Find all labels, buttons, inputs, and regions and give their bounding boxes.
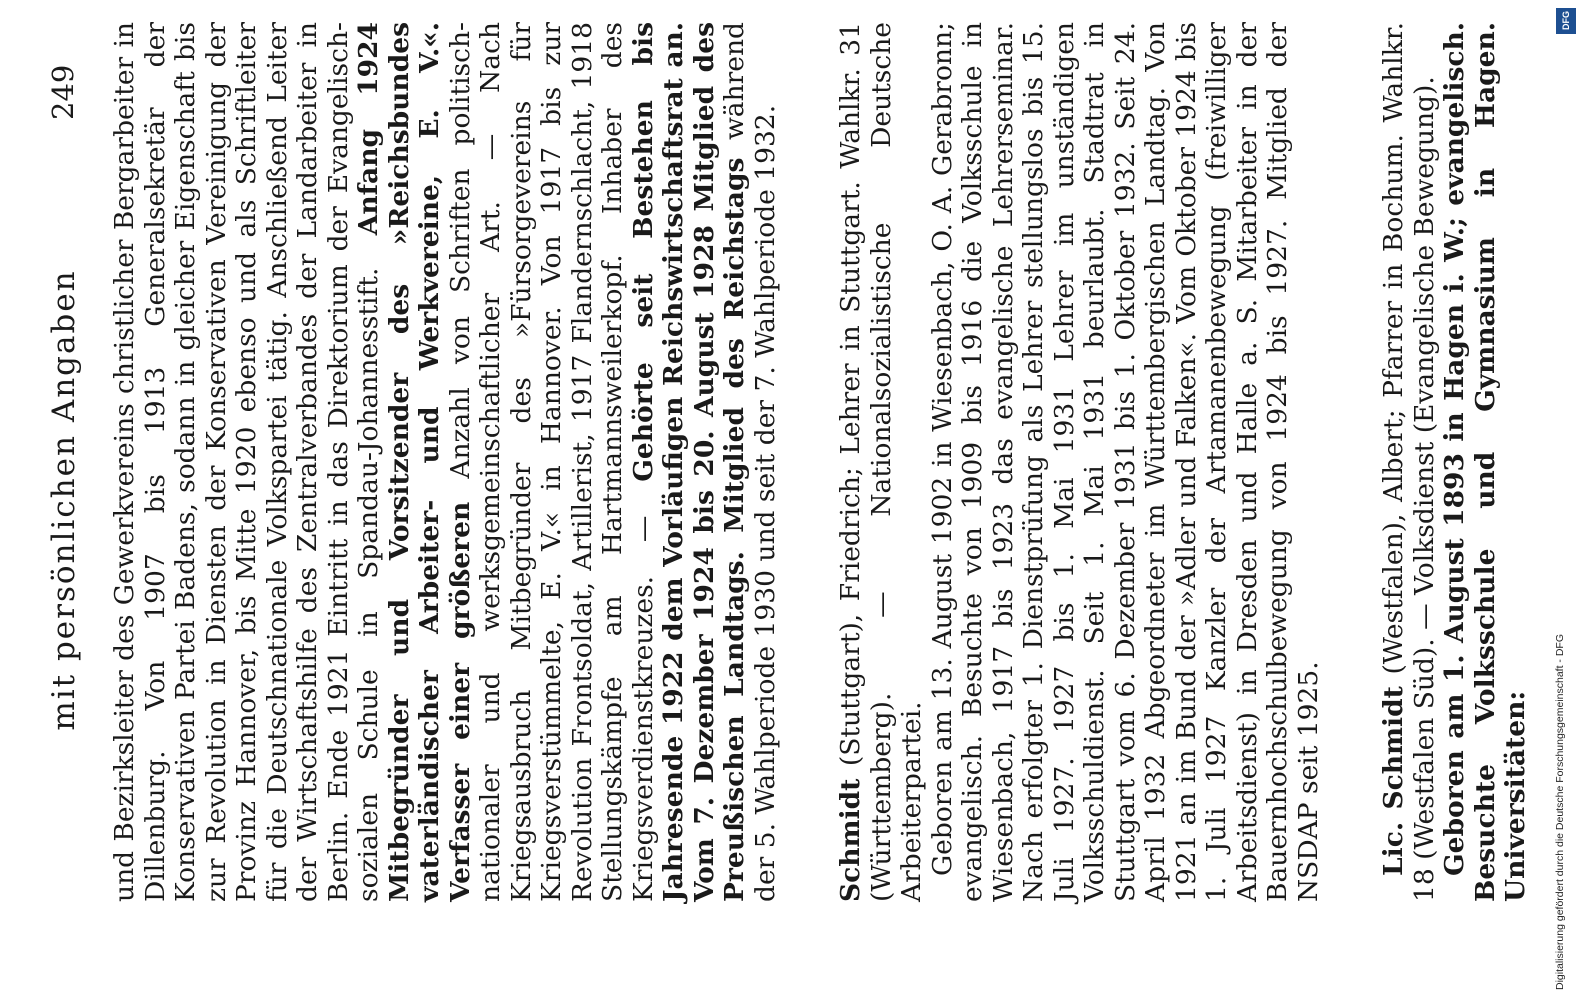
entry-header-rest: (Stuttgart), Friedrich; Lehrer in Stuttgart. Wahlkr. 31 (Württemberg). — Nationalsozialistische Deutsche Arbeiterpartei. — [835, 22, 927, 902]
continuation-text-3: während der 5. Wahlperiode 1930 und seit der 7. Wahlperiode 1932. — [719, 22, 781, 902]
running-head — [46, 0, 86, 1000]
book-page: mit persönlichen Angaben 249 und Bezirksleiter des Gewerkvereins christlicher Bergarbeiter in Dillenburg. Von 1907 bis 1913 Generalsekretär der Konservativen Partei Badens, sodann in gleicher Eigenschaft bis zur Revolution in Diensten der Konservativen Vereinigung der Provinz Hannover, bis Mitte 1920 ebenso und als Schriftleiter für die Deutschnationale Volkspartei tätig. Anschließend Leiter der Wirtschaftshilfe des Zentralverbandes der Landarbeiter in Berlin. Ende 1921 Eintritt in das Direktorium der Evangelisch-sozialen Schule in Spandau-Johannesstift. Anfang 1924 Mitbegründer und Vorsitzender des »Reichsbundes vaterländischer Arbeiter- und Werkvereine, E. V.«. Verfasser einer größeren Anzahl von Schriften politisch-nationaler und werksgemeinschaftlicher Art. — Nach Kriegsausbruch Mitbegründer des »Fürsorgevereins für Kriegsverstümmelte, E. V.« in Hannover. Von 1917 bis zur Revolution Frontsoldat, Artillerist, 1917 Flandernschlacht, 1918 Stellungskämpfe am Hartmannsweilerkopf. Inhaber des Kriegsverdienstkreuzes. — Gehörte seit Bestehen bis Jahresende 1922 dem Vorläufigen Reichswirtschaftsrat an. Vom 7. Dezember 1924 bis 20. August 1928 Mitglied des Preußischen Landtags. Mitglied des Reichstags während der 5. Wahlperiode 1930 und seit der 7. Wahlperiode 1932. Schmidt (Stuttgart), Friedrich; Lehrer in Stuttgart. Wahlkr. 31 (Württemberg). — Nationalsozialistische Deutsche Arbeiterpartei. Geboren am 13. August 1902 in Wiesenbach, O. A. Gerabronn; evangelisch. Besuchte von 1909 bis 1916 die Volksschule in Wiesenbach, 1917 bis 1923 das evangelische Lehrerseminar. Nach erfolgter 1. Dienstprüfung als Lehrer stellungslos bis 15. Juli 1927. 1927 bis 1. Mai 1931 Lehrer im unständigen Volksschuldienst. Seit 1. Mai 1931 beurlaubt. Stadtrat in Stuttgart vom 6. Dezember 1931 bis 1. Oktober 1932. Seit 24. April 1932 Abgeordneter im Württembergischen Landtag. Von 1921 an im Bund der »Adler und Falken«. Vom Oktober 1924 bis 1. Juli 1927 Kanzler der Artamanenbewegung (freiwilliger Arbeitsdienst) in Dresden und Halle a. S. Mitarbeiter in der Bauernhochschulbewegung von 1924 bis 1927. Mitglied der NSDAP seit 1925. Lic. Schmidt (Westfalen), Albert; Pfarrer in Bochum. Wahlkr. 18 (Westfalen Süd). — Volksdienst (Evangelische Bewegung). Geboren am 1. August 1893 in Hagen i. W.; evangelisch. Besuchte Volksschule und Gymnasium in Hagen. Universitäten: — [0, 0, 1586, 1000]
entry-name: Schmidt — [835, 778, 866, 902]
biography-entry-schmidt-westfalen — [1379, 22, 1532, 902]
running-title: mit persönlichen Angaben — [46, 269, 82, 731]
entry-header — [1379, 22, 1440, 902]
continuation-bold-2: Gehörte seit Bestehen bis Jahresende 1922 dem Vorläufigen Reichswirtschaftsrat an. Vom 7. Dezember 1924 bis 20. August 1928 Mitglied des Preußischen Landtags. Mitglied des Reichstags — [627, 22, 750, 902]
continuation-text-1: und Bezirksleiter des Gewerkvereins christlicher Bergarbeiter in Dillenburg. Von 1907 bis 1913 Generalsekretär der Konservativen Partei Badens, sodann in gleicher Eigenschaft bis zur Revolution in Diensten der Konservativen Vereinigung der Provinz Hannover, bis Mitte 1920 ebenso und als Schriftleiter für die Deutschnationale Volkspartei tätig. Anschließend Leiter der Wirtschaftshilfe des Zentralverbandes der Landarbeiter in Berlin. Ende 1921 Eintritt in das Direktorium der Evangelisch-sozialen Schule in Spandau-Johannesstift. — [109, 22, 384, 902]
entry-header-rest: (Westfalen), Albert; Pfarrer in Bochum. Wahlkr. 18 (Westfalen Süd). — Volksdienst (Evangelische Bewegung). — [1378, 22, 1440, 902]
entry-header — [836, 22, 928, 902]
entry-body: Geboren am 1. August 1893 in Hagen i. W.; evangelisch. Besuchte Volksschule und Gymnasium in Hagen. Universitäten: — [1439, 22, 1531, 902]
continuation-text-2: Anzahl von Schriften politisch-nationaler und werksgemeinschaftlicher Art. — Nach Kriegsausbruch Mitbegründer des »Fürsorgevereins für Kriegsverstümmelte, E. V.« in Hannover. Von 1917 bis zur Revolution Frontsoldat, Artillerist, 1917 Flandernschlacht, 1918 Stellungskämpfe am Hartmannsweilerkopf. Inhaber des Kriegsverdienstkreuzes. — — [444, 22, 659, 902]
dfg-logo: DFG — [1556, 8, 1576, 34]
dfg-notice-text: Digitalisierung gefördert durch die Deutsche Forschungsgemeinschaft - DFG — [1554, 633, 1566, 990]
entry-body: Geboren am 13. August 1902 in Wiesenbach, O. A. Gerabronn; evangelisch. Besuchte von 1909 bis 1916 die Volksschule in Wiesenbach, 1917 bis 1923 das evangelische Lehrerseminar. Nach erfolgter 1. Dienstprüfung als Lehrer stellungslos bis 15. Juli 1927. 1927 bis 1. Mai 1931 Lehrer im unständigen Volksschuldienst. Seit 1. Mai 1931 beurlaubt. Stadtrat in Stuttgart vom 6. Dezember 1931 bis 1. Oktober 1932. Seit 24. April 1932 Abgeordneter im Württembergischen Landtag. Von 1921 an im Bund der »Adler und Falken«. Vom Oktober 1924 bis 1. Juli 1927 Kanzler der Artamanenbewegung (freiwilliger Arbeitsdienst) in Dresden und Halle a. S. Mitarbeiter in der Bauernhochschulbewegung von 1924 bis 1927. Mitglied der NSDAP seit 1925. — [926, 22, 1324, 902]
continuation-bold-1: Anfang 1924 Mitbegründer und Vorsitzender des »Reichsbundes vaterländischer Arbeiter- und Werkvereine, E. V.«. Verfasser einer größeren — [353, 22, 476, 902]
biography-entry-schmidt-stuttgart — [836, 22, 1324, 902]
entry-name: Schmidt — [1378, 686, 1409, 810]
entry-prefix: Lic. — [1378, 809, 1409, 876]
body-text — [110, 22, 1532, 902]
continuation-paragraph — [110, 22, 781, 902]
dfg-notice — [1548, 0, 1586, 1000]
